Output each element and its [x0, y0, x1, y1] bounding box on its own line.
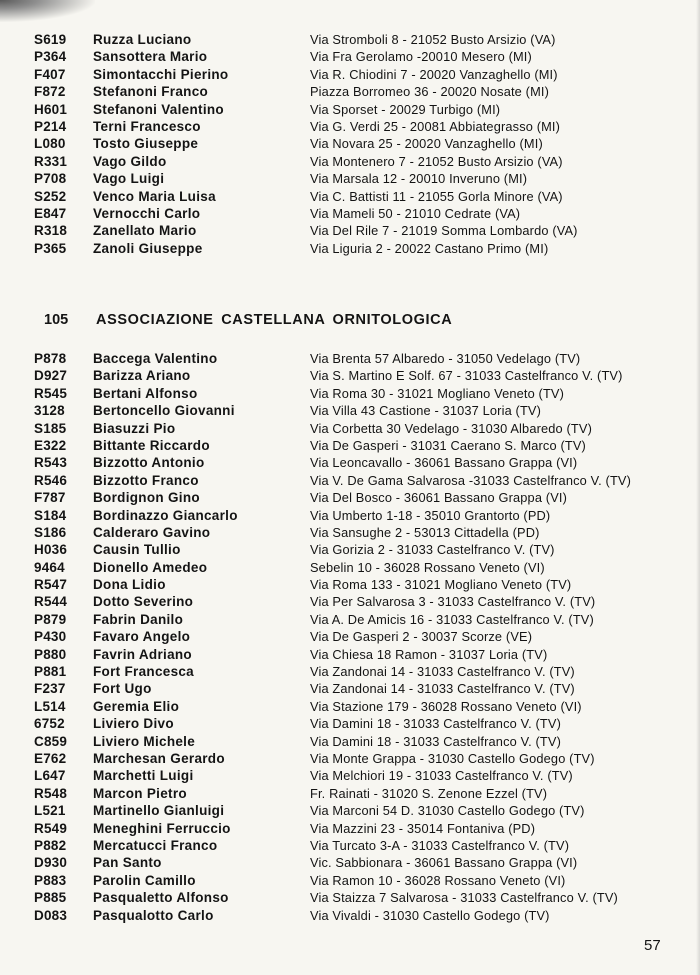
member-address: Via V. De Gama Salvarosa -31033 Castelfranco V. (TV) [310, 472, 632, 488]
member-code: P883 [34, 872, 67, 888]
member-list-section-105 [0, 350, 700, 924]
member-name: Liviero Divo [93, 716, 174, 732]
member-code: P430 [34, 629, 67, 645]
member-code: R546 [34, 472, 68, 488]
member-name: Bertani Alfonso [93, 385, 198, 401]
member-entry [0, 153, 700, 170]
section-number: 105 [44, 312, 69, 328]
member-entry [0, 611, 700, 628]
member-code: F407 [34, 66, 66, 82]
member-entry [0, 489, 700, 506]
member-address: Via Roma 133 - 31021 Mogliano Veneto (TV) [310, 577, 572, 593]
member-entry [0, 205, 700, 222]
member-name: Marcon Pietro [93, 785, 187, 801]
member-address: Via R. Chiodini 7 - 20020 Vanzaghello (MI) [310, 66, 558, 82]
member-entry [0, 820, 700, 837]
member-code: R543 [34, 455, 68, 471]
member-code: L521 [34, 803, 66, 819]
member-address: Piazza Borromeo 36 - 20020 Nosate (MI) [310, 84, 549, 100]
member-code: R548 [34, 785, 68, 801]
member-name: Zanellato Mario [93, 223, 197, 239]
member-entry [0, 698, 700, 715]
member-code: S186 [34, 524, 67, 540]
section-heading [0, 310, 700, 330]
member-name: Bittante Riccardo [93, 437, 210, 453]
member-address: Via Gorizia 2 - 31033 Castelfranco V. (TV) [310, 542, 555, 558]
member-name: Bertoncello Giovanni [93, 403, 235, 419]
member-code: H601 [34, 101, 68, 117]
member-entry [0, 48, 700, 65]
member-address: Via Leoncavallo - 36061 Bassano Grappa (VI) [310, 455, 578, 471]
member-code: R318 [34, 223, 68, 239]
member-address: Via Villa 43 Castione - 31037 Loria (TV) [310, 403, 542, 419]
member-address: Via Chiesa 18 Ramon - 31037 Loria (TV) [310, 646, 548, 662]
member-address: Via Turcato 3-A - 31033 Castelfranco V. (TV) [310, 837, 570, 853]
member-name: Fort Ugo [93, 681, 152, 697]
member-code: P878 [34, 351, 67, 366]
member-name: Pasqualetto Alfonso [93, 890, 229, 906]
member-address: Via Novara 25 - 20020 Vanzaghello (MI) [310, 136, 543, 152]
member-entry [0, 31, 700, 48]
member-entry [0, 750, 700, 767]
member-entry [0, 66, 700, 83]
member-name: Marchesan Gerardo [93, 750, 225, 766]
member-code: S184 [34, 507, 67, 523]
member-code: R544 [34, 594, 68, 610]
member-code: C859 [34, 733, 68, 749]
member-code: D083 [34, 907, 68, 923]
member-code: P880 [34, 646, 67, 662]
member-entry [0, 872, 700, 889]
member-entry [0, 402, 700, 419]
member-name: Fabrin Danilo [93, 611, 184, 627]
member-address: Via Mazzini 23 - 35014 Fontaniva (PD) [310, 820, 536, 836]
member-address: Via Sporset - 20029 Turbigo (MI) [310, 101, 501, 117]
member-code: P365 [34, 240, 67, 256]
member-address: Via C. Battisti 11 - 21055 Gorla Minore (VA) [310, 188, 563, 204]
member-entry [0, 646, 700, 663]
member-code: D930 [34, 855, 68, 871]
member-name: Causin Tullio [93, 542, 181, 558]
member-address: Via Zandonai 14 - 31033 Castelfranco V. (TV) [310, 664, 575, 680]
member-address: Via De Gasperi - 31031 Caerano S. Marco (TV) [310, 437, 586, 453]
scan-corner-shadow [0, 0, 95, 22]
member-address: Via Roma 30 - 31021 Mogliano Veneto (TV) [310, 385, 565, 401]
member-name: Stefanoni Franco [93, 84, 209, 100]
member-code: 6752 [34, 716, 65, 732]
member-name: Liviero Michele [93, 733, 196, 749]
member-address: Via De Gasperi 2 - 30037 Scorze (VE) [310, 629, 533, 645]
member-address: Via Damini 18 - 31033 Castelfranco V. (TV) [310, 733, 561, 749]
member-name: Terni Francesco [93, 118, 201, 134]
member-name: Geremia Elio [93, 698, 180, 714]
member-entry [0, 83, 700, 100]
member-name: Stefanoni Valentino [93, 101, 224, 117]
member-code: R549 [34, 820, 68, 836]
page-number: 57 [644, 937, 661, 954]
member-name: Parolin Camillo [93, 872, 196, 888]
member-entry [0, 559, 700, 576]
member-name: Pasqualotto Carlo [93, 907, 214, 923]
member-code: R545 [34, 385, 68, 401]
member-code: P214 [34, 118, 67, 134]
member-name: Zanoli Giuseppe [93, 240, 203, 256]
member-code: P881 [34, 664, 67, 680]
member-entry [0, 188, 700, 205]
member-entry [0, 785, 700, 802]
member-address: Via A. De Amicis 16 - 31033 Castelfranco V. (TV) [310, 611, 594, 627]
member-address: Via S. Martino E Solf. 67 - 31033 Castelfranco V. (TV) [310, 368, 623, 384]
member-code: L647 [34, 768, 66, 784]
member-entry [0, 715, 700, 732]
member-entry [0, 541, 700, 558]
member-address: Via Melchiori 19 - 31033 Castelfranco V. (TV) [310, 768, 573, 784]
member-address: Via Umberto 1-18 - 35010 Grantorto (PD) [310, 507, 551, 523]
member-entry [0, 350, 700, 367]
member-code: E847 [34, 205, 67, 221]
member-name: Bizzotto Antonio [93, 455, 205, 471]
member-code: H036 [34, 542, 68, 558]
member-address: Via Sansughe 2 - 53013 Cittadella (PD) [310, 524, 540, 540]
member-address: Via Montenero 7 - 21052 Busto Arsizio (VA) [310, 153, 563, 169]
member-code: R331 [34, 153, 68, 169]
member-address: Via Stromboli 8 - 21052 Busto Arsizio (VA) [310, 32, 556, 47]
member-entry [0, 420, 700, 437]
member-address: Vic. Sabbionara - 36061 Bassano Grappa (VI) [310, 855, 578, 871]
member-name: Vago Gildo [93, 153, 167, 169]
member-entry [0, 454, 700, 471]
member-name: Sansottera Mario [93, 49, 208, 65]
member-name: Favrin Adriano [93, 646, 192, 662]
member-name: Dionello Amedeo [93, 559, 208, 575]
member-name: Bordignon Gino [93, 490, 200, 506]
member-code: 3128 [34, 403, 65, 419]
member-entry [0, 118, 700, 135]
member-address: Via Mameli 50 - 21010 Cedrate (VA) [310, 205, 521, 221]
member-address: Via Del Bosco - 36061 Bassano Grappa (VI) [310, 490, 568, 506]
member-entry [0, 680, 700, 697]
member-address: Via Liguria 2 - 20022 Castano Primo (MI) [310, 240, 549, 256]
member-address: Via Staizza 7 Salvarosa - 31033 Castelfranco V. (TV) [310, 890, 618, 906]
member-address: Via Zandonai 14 - 31033 Castelfranco V. (TV) [310, 681, 575, 697]
member-entry [0, 663, 700, 680]
member-code: L080 [34, 136, 66, 152]
member-code: R547 [34, 577, 68, 593]
member-address: Sebelin 10 - 36028 Rossano Veneto (VI) [310, 559, 545, 575]
member-entry [0, 802, 700, 819]
member-code: E762 [34, 750, 67, 766]
member-name: Vernocchi Carlo [93, 205, 201, 221]
member-entry [0, 524, 700, 541]
member-code: S185 [34, 420, 67, 436]
member-code: P882 [34, 837, 67, 853]
member-name: Meneghini Ferruccio [93, 820, 231, 836]
member-address: Via Vivaldi - 31030 Castello Godego (TV) [310, 907, 550, 923]
member-name: Tosto Giuseppe [93, 136, 199, 152]
member-address: Via Ramon 10 - 36028 Rossano Veneto (VI) [310, 872, 566, 888]
member-code: E322 [34, 437, 67, 453]
member-address: Via Del Rile 7 - 21019 Somma Lombardo (VA) [310, 223, 578, 239]
member-name: Pan Santo [93, 855, 162, 871]
member-entry [0, 367, 700, 384]
member-name: Barizza Ariano [93, 368, 191, 384]
member-code: F237 [34, 681, 66, 697]
member-code: S252 [34, 188, 67, 204]
member-name: Marchetti Luigi [93, 768, 194, 784]
member-address: Fr. Rainati - 31020 S. Zenone Ezzel (TV) [310, 785, 548, 801]
member-code: 9464 [34, 559, 65, 575]
member-address: Via Marsala 12 - 20010 Inveruno (MI) [310, 171, 528, 187]
member-address: Via Corbetta 30 Vedelago - 31030 Albaredo (TV) [310, 420, 592, 436]
member-entry [0, 135, 700, 152]
member-entry [0, 889, 700, 906]
member-name: Dona Lidio [93, 577, 166, 593]
member-name: Ruzza Luciano [93, 32, 192, 47]
section-title: ASSOCIAZIONE CASTELLANA ORNITOLOGICA [96, 312, 453, 328]
member-entry [0, 437, 700, 454]
member-address: Via Fra Gerolamo -20010 Mesero (MI) [310, 49, 532, 65]
member-entry [0, 767, 700, 784]
member-entry [0, 170, 700, 187]
member-entry [0, 576, 700, 593]
member-code: D927 [34, 368, 68, 384]
member-list-previous-section [0, 31, 700, 257]
member-code: F787 [34, 490, 66, 506]
member-address: Via Monte Grappa - 31030 Castello Godego (TV) [310, 750, 595, 766]
member-entry [0, 385, 700, 402]
member-address: Via Brenta 57 Albaredo - 31050 Vedelago (TV) [310, 351, 581, 366]
member-name: Simontacchi Pierino [93, 66, 229, 82]
member-name: Mercatucci Franco [93, 837, 218, 853]
member-entry [0, 101, 700, 118]
member-name: Bordinazzo Giancarlo [93, 507, 238, 523]
member-name: Martinello Gianluigi [93, 803, 225, 819]
member-name: Biasuzzi Pio [93, 420, 176, 436]
member-name: Bizzotto Franco [93, 472, 199, 488]
member-code: S619 [34, 32, 67, 47]
member-code: F872 [34, 84, 66, 100]
member-code: P364 [34, 49, 67, 65]
member-name: Vago Luigi [93, 171, 165, 187]
member-code: P708 [34, 171, 67, 187]
member-entry [0, 222, 700, 239]
member-name: Venco Maria Luisa [93, 188, 216, 204]
member-entry [0, 837, 700, 854]
member-entry [0, 472, 700, 489]
member-name: Favaro Angelo [93, 629, 191, 645]
member-entry [0, 907, 700, 924]
member-name: Fort Francesca [93, 664, 194, 680]
member-entry [0, 854, 700, 871]
member-entry [0, 240, 700, 257]
member-name: Dotto Severino [93, 594, 194, 610]
member-address: Via Per Salvarosa 3 - 31033 Castelfranco V. (TV) [310, 594, 596, 610]
member-entry [0, 733, 700, 750]
member-code: P879 [34, 611, 67, 627]
member-address: Via Marconi 54 D. 31030 Castello Godego (TV) [310, 803, 585, 819]
member-name: Calderaro Gavino [93, 524, 211, 540]
member-address: Via Stazione 179 - 36028 Rossano Veneto (VI) [310, 698, 582, 714]
member-name: Baccega Valentino [93, 351, 218, 366]
member-code: L514 [34, 698, 66, 714]
member-address: Via G. Verdi 25 - 20081 Abbiategrasso (MI) [310, 118, 561, 134]
member-entry [0, 628, 700, 645]
member-code: P885 [34, 890, 67, 906]
member-entry [0, 593, 700, 610]
member-entry [0, 507, 700, 524]
member-address: Via Damini 18 - 31033 Castelfranco V. (TV) [310, 716, 561, 732]
